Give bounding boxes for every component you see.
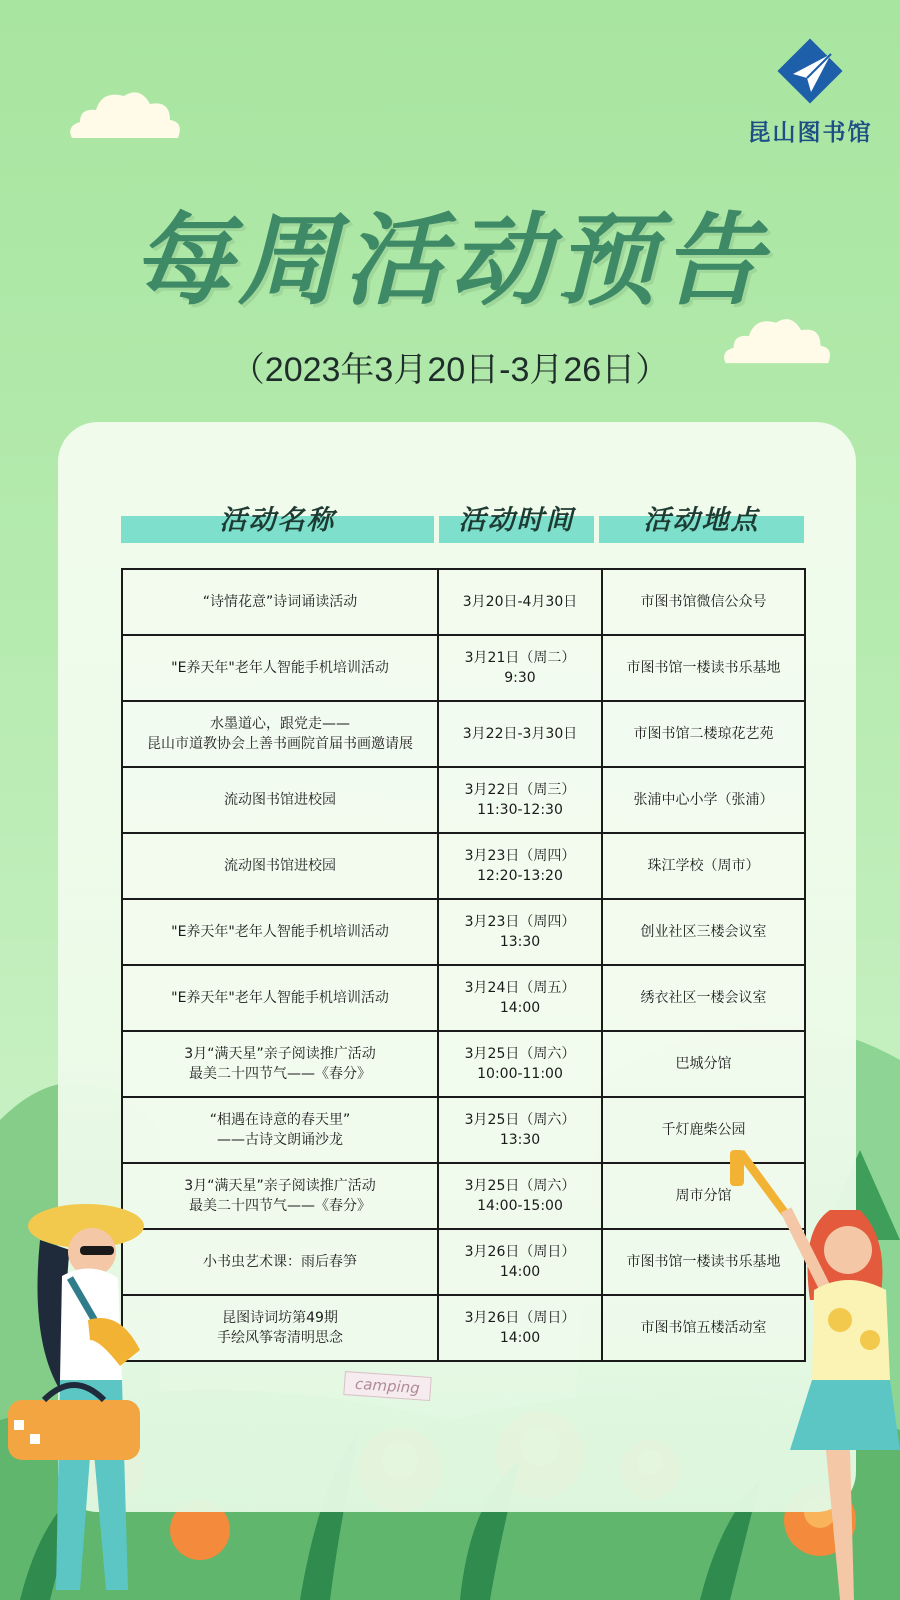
table-row: [122, 1229, 805, 1295]
activity-name-cell-line: 最美二十四节气——《春分》: [189, 1198, 371, 1214]
activity-place-cell: 市图书馆一楼读书乐基地: [602, 635, 805, 701]
activity-place-cell: 绣衣社区一楼会议室: [602, 965, 805, 1031]
activity-time-cell-line: 3月23日（周四）: [464, 848, 576, 864]
library-logo: [740, 36, 880, 147]
activity-time-cell-line: 3月20日-4月30日: [462, 594, 578, 610]
header-activity-place: 活动地点: [643, 504, 760, 536]
activity-time-cell-line: 3月22日（周三）: [464, 782, 576, 798]
activity-place-cell: 市图书馆五楼活动室: [602, 1295, 805, 1361]
activity-time-cell: [438, 701, 602, 767]
activity-time-cell-line: 3月24日（周五）: [464, 980, 576, 996]
activity-name-cell-line: 流动图书馆进校园: [224, 792, 336, 808]
activity-time-cell: [438, 1163, 602, 1229]
activity-name-cell-line: 流动图书馆进校园: [224, 858, 336, 874]
table-row: [122, 767, 805, 833]
table-row: [122, 1031, 805, 1097]
table-row: [122, 833, 805, 899]
cloud-icon: [66, 86, 184, 140]
activity-place-cell: 巴城分馆: [602, 1031, 805, 1097]
activity-time-cell-line: 14:00-15:00: [477, 1198, 563, 1214]
activity-time-cell: [438, 569, 602, 635]
activity-name-cell: [122, 965, 438, 1031]
activity-place-cell: 市图书馆一楼读书乐基地: [602, 1229, 805, 1295]
activity-time-cell: [438, 833, 602, 899]
activity-place-cell: 创业社区三楼会议室: [602, 899, 805, 965]
activity-name-cell: [122, 569, 438, 635]
activity-name-cell-line: 最美二十四节气——《春分》: [189, 1066, 371, 1082]
activity-time-cell-line: 3月23日（周四）: [464, 914, 576, 930]
activity-time-cell-line: 3月26日（周日）: [464, 1244, 576, 1260]
schedule-table: [121, 568, 806, 1362]
activity-name-cell: [122, 899, 438, 965]
table-row: [122, 635, 805, 701]
activity-name-cell-line: 手绘风筝寄清明思念: [217, 1330, 343, 1346]
activity-time-cell: [438, 1031, 602, 1097]
activity-name-cell-line: “相遇在诗意的春天里”: [209, 1112, 351, 1128]
activity-time-cell: [438, 965, 602, 1031]
activity-name-cell-line: 昆图诗词坊第49期: [222, 1310, 338, 1326]
page-title: 每周活动预告: [132, 202, 768, 319]
activity-time-cell: [438, 635, 602, 701]
activity-name-cell: [122, 767, 438, 833]
activity-time-cell-line: 11:30-12:30: [477, 802, 563, 818]
paper-plane-icon: [775, 36, 845, 106]
header-activity-time: 活动时间: [458, 504, 575, 536]
date-range: （2023年3月20日-3月26日）: [230, 351, 670, 389]
activity-name-cell-line: "E养天年"老年人智能手机培训活动: [171, 990, 389, 1006]
camping-sign-text: camping: [354, 1374, 421, 1398]
activity-time-cell: [438, 767, 602, 833]
girl-with-selfie-stick-illustration: [730, 1150, 900, 1600]
table-row: [122, 701, 805, 767]
activity-time-cell-line: 13:30: [499, 934, 541, 950]
activity-time-cell-line: 3月22日-3月30日: [462, 726, 578, 742]
activity-time-cell-line: 9:30: [504, 670, 536, 686]
girl-with-hat-illustration: [0, 1190, 200, 1600]
table-row: [122, 1097, 805, 1163]
activity-time-cell-line: 13:30: [499, 1132, 541, 1148]
activity-name-cell-line: ——古诗文朗诵沙龙: [217, 1132, 343, 1148]
activity-name-cell: [122, 701, 438, 767]
activity-name-cell-line: 水墨道心，跟党走——: [210, 716, 350, 732]
activity-time-cell-line: 3月25日（周六）: [464, 1112, 576, 1128]
activity-name-cell: [122, 833, 438, 899]
activity-name-cell-line: "E养天年"老年人智能手机培训活动: [171, 660, 389, 676]
table-header: [121, 490, 804, 544]
activity-time-cell-line: 3月25日（周六）: [464, 1046, 576, 1062]
activity-place-cell: 市图书馆微信公众号: [602, 569, 805, 635]
activity-time-cell-line: 10:00-11:00: [477, 1066, 563, 1082]
header-activity-name: 活动名称: [219, 504, 336, 536]
activity-time-cell: [438, 1097, 602, 1163]
table-row: [122, 569, 805, 635]
activity-time-cell-line: 14:00: [499, 1264, 541, 1280]
activity-name-cell: [122, 635, 438, 701]
activity-time-cell-line: 14:00: [499, 1000, 541, 1016]
table-row: [122, 965, 805, 1031]
activity-name-cell-line: 3月“满天星”亲子阅读推广活动: [184, 1046, 376, 1062]
activity-name-cell: [122, 1031, 438, 1097]
activity-name-cell-line: 昆山市道教协会上善书画院首届书画邀请展: [147, 736, 413, 752]
activity-name-cell-line: 3月“满天星”亲子阅读推广活动: [184, 1178, 376, 1194]
logo-text: 昆山图书馆: [747, 119, 873, 146]
activity-time-cell: [438, 1229, 602, 1295]
activity-place-cell: 珠江学校（周市）: [602, 833, 805, 899]
activity-time-cell-line: 12:20-13:20: [477, 868, 563, 884]
activity-time-cell-line: 3月26日（周日）: [464, 1310, 576, 1326]
activity-place-cell: 张浦中心小学（张浦）: [602, 767, 805, 833]
table-row: [122, 899, 805, 965]
activity-name-cell: [122, 1097, 438, 1163]
activity-place-cell: 市图书馆二楼琼花艺苑: [602, 701, 805, 767]
activity-name-cell-line: 小书虫艺术课：雨后春笋: [203, 1254, 357, 1270]
activity-time-cell-line: 3月25日（周六）: [464, 1178, 576, 1194]
activity-time-cell-line: 14:00: [499, 1330, 541, 1346]
activity-time-cell: [438, 1295, 602, 1361]
activity-name-cell-line: “诗情花意”诗词诵读活动: [202, 594, 358, 610]
schedule-body: [122, 569, 805, 1361]
activity-time-cell: [438, 899, 602, 965]
table-row: [122, 1295, 805, 1361]
activity-time-cell-line: 3月21日（周二）: [464, 650, 576, 666]
activity-name-cell-line: "E养天年"老年人智能手机培训活动: [171, 924, 389, 940]
activity-place-cell: 千灯鹿柴公园: [602, 1097, 805, 1163]
table-row: [122, 1163, 805, 1229]
activity-place-cell: 周市分馆: [602, 1163, 805, 1229]
